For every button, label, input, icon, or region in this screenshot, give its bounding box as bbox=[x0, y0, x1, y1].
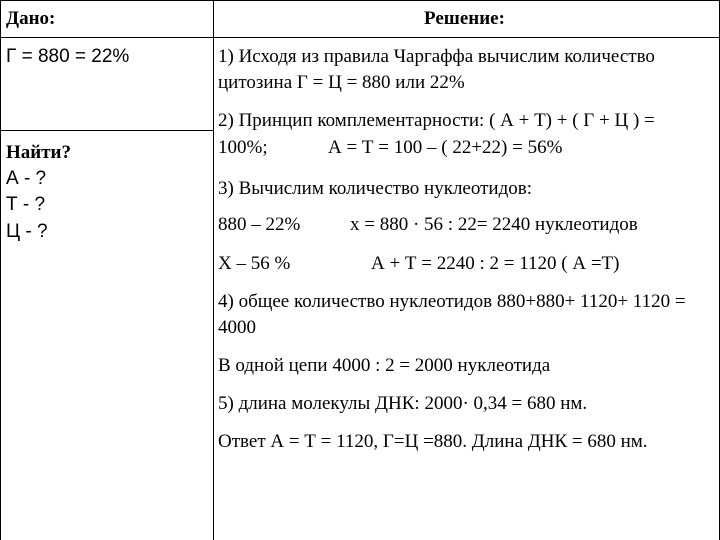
proportion1-left: 880 – 22% bbox=[218, 214, 301, 235]
step1-line2: цитозина Г = Ц = 880 или 22% bbox=[218, 72, 465, 93]
step4-line2: 4000 bbox=[218, 317, 256, 338]
proportion2-left: Х – 56 % bbox=[218, 253, 291, 274]
step5-line: 5) длина молекулы ДНК: 2000· 0,34 = 680 нм. bbox=[218, 393, 588, 414]
given-find-divider bbox=[0, 130, 213, 131]
find-item-c: Ц - ? bbox=[6, 221, 48, 242]
given-condition: Г = 880 = 22% bbox=[6, 46, 130, 67]
step2-line2-calc: А = Т = 100 – ( 22+22) = 56% bbox=[328, 137, 563, 158]
solution-header: Решение: bbox=[424, 8, 505, 29]
table-left-border bbox=[0, 0, 1, 540]
proportion1-right: х = 880 · 56 : 22= 2240 нуклеотидов bbox=[350, 214, 638, 235]
table-top-border bbox=[0, 0, 720, 1]
find-title: Найти? bbox=[6, 142, 72, 163]
find-item-a: А - ? bbox=[6, 168, 47, 189]
proportion2-right: А + Т = 2240 : 2 = 1120 ( А =Т) bbox=[371, 253, 620, 274]
column-divider bbox=[213, 0, 214, 540]
answer-line: Ответ А = Т = 1120, Г=Ц =880. Длина ДНК = 680 нм. bbox=[218, 431, 648, 452]
step3-title: 3) Вычислим количество нуклеотидов: bbox=[218, 178, 533, 199]
header-divider bbox=[0, 37, 720, 38]
given-header: Дано: bbox=[6, 8, 56, 29]
step1-line1: 1) Исходя из правила Чаргаффа вычислим количество bbox=[218, 46, 655, 67]
step2-line2-percent: 100%; bbox=[218, 137, 268, 158]
single-chain-line: В одной цепи 4000 : 2 = 2000 нуклеотида bbox=[218, 355, 551, 376]
find-item-t: Т - ? bbox=[6, 194, 46, 215]
step4-line1: 4) общее количество нуклеотидов 880+880+ 1120+ 1120 = bbox=[218, 291, 686, 312]
step2-line1: 2) Принцип комплементарности: ( А + Т) + ( Г + Ц ) = bbox=[218, 110, 655, 131]
